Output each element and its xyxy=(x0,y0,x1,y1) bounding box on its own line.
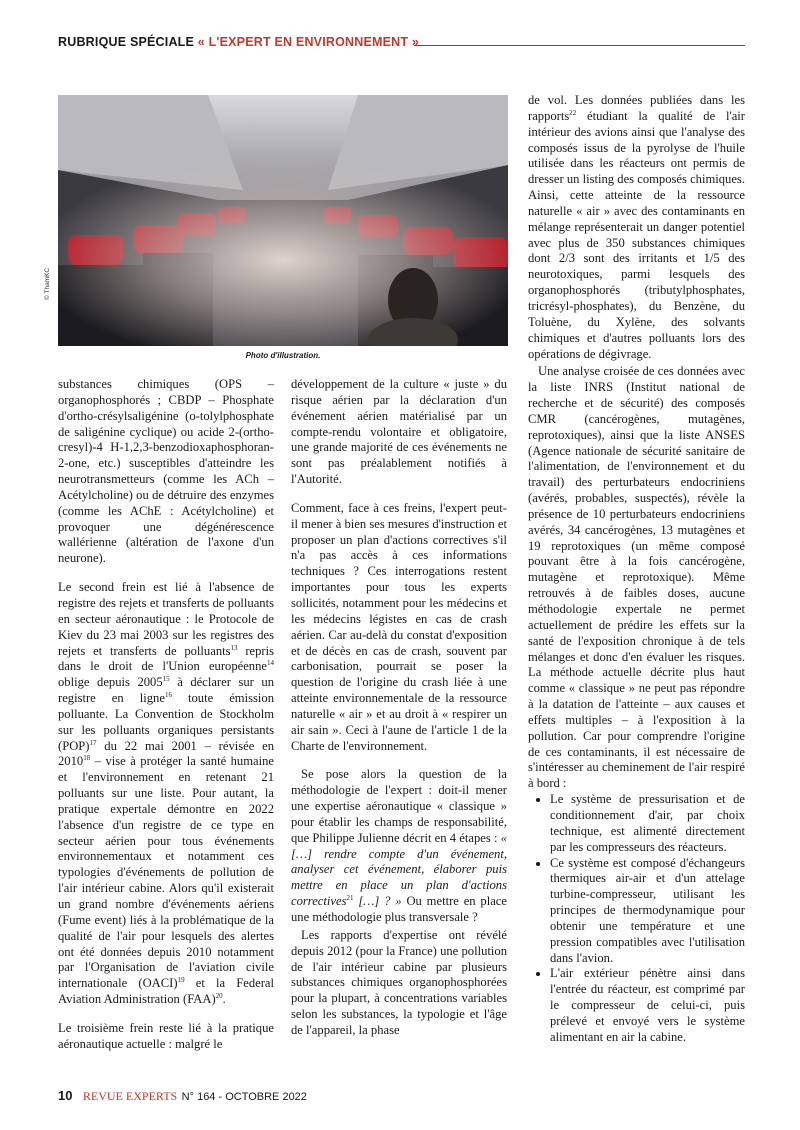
photo-caption: Photo d'illustration. xyxy=(245,351,321,360)
page-number: 10 xyxy=(58,1088,73,1103)
paragraph: Le troisième frein reste lié à la pratique aéronautique actuelle : malgré le xyxy=(58,1020,274,1051)
paragraph: Comment, face à ces freins, l'expert peut-il mener à bien ses mesures d'instruction et proposer un plan d'actions correctives s'il n'a pas accès à ces informations techniques ? Ces interrogations restent importantes pour tous les experts sollicités, notamment pour les médecins et les médecins légistes en cas de crash aérien. Car au-delà du constat d'exposition et de décès en cas de crash, souvent par carbonisation, pourrait se poser la question de l'origine du crash liée à une atteinte environnementale de la ressource naturelle « air » et au droit à « respirer un air sain ». Ceci à l'aune de l'article 1 de la Charte de l'environnement. xyxy=(291,500,507,753)
paragraph: Se pose alors la question de la méthodologie de l'expert : doit-il mener une expertise aéronautique « classique » pour établir les champs de responsabilité, que Philippe Julienne décrit en 4 étapes : « […] rendre compte d'un événement, analyser cet événement, élaborer puis mettre en place un plan d'actions correctives$^{21}$ […] ? » Ou mettre en place une méthodologie plus transversale ? xyxy=(291,767,507,924)
paragraph: Le second frein est lié à l'absence de registre des rejets et transferts de polluants en secteur aéronautique : le Protocole de Kiev du 23 mai 2003 sur les registres des rejets et transferts de polluants$^{13}$ repris dans le droit de l'Union européenne$^{14}$ oblige depuis 2005$^{15}$ à déclarer sur un registre en ligne$^{16}$ toute émission polluante. La Convention de Stockholm sur les polluants organiques persistants (POP)$^{17}$ du 22 mai 2001 – révisée en 2010$^{18}$ – vise à protéger la santé humaine et l'environnement en retenant 21 polluants sur une liste. Pour autant, la pratique expertale démontre en 2022 l'absence d'un registre de ce type en secteur aérien pour tous événements environnementaux et notamment ces typologies d'événements de pollution de l'air intérieur cabine. Alors qu'il existerait un grand nombre d'événements aériens (Fume event) liés à la problématique de la qualité de l'air pour lesquels des alertes ont été données depuis 2010 notamment par l'Organisation de l'aviation civile internationale (OACI)$^{19}$ et la Federal Aviation Administration (FAA)$^{20}$. xyxy=(58,580,274,1007)
paragraph: développement de la culture « juste » du risque aérien par la déclaration d'un événement aérien matérialisé par un compte-rendu volontaire et obligatoire, une grande majorité de ces événements ne sont pas préalablement notifiés à l'Autorité. xyxy=(291,377,507,487)
list-item: • Ce système est composé d'échangeurs thermiques air-air et d'un attelage turbine-compresseur, utilisant les principes de thermodynamique pour obtenir une température et une pression compatibles avec l'utilisation dans l'avion. xyxy=(550,856,745,967)
column-3 xyxy=(528,93,745,1046)
paragraph: Une analyse croisée de ces données avec la liste INRS (Institut national de recherche et de sécurité) des composés CMR (cancérogènes, mutagènes, reprotoxiques), ainsi que la liste ANSES (Agence nationale de sécurité sanitaire de l'alimentation, de l'environnement et du travail) des perturbateurs endocriniens (avérés, probables, suspectés), révèle la présence de 10 perturbateurs endocriniens avérés, 34 cancérogènes, 13 mutagènes et 19 reprotoxiques (un même composé pouvant être à la fois cancérogène, mutagène et reprotoxique). Même retrouvés à de faibles doses, aucune méthodologie expertale ne permet actuellement de prédire les effets sur la santé de l'exposition chronique à de tels mélanges et donc d'en évaluer les risques. La méthode actuelle décrite plus haut comme « classique » ne peut pas répondre à la datation de l'atteinte – aux causes et effets multiples – à l'exposition à la pollution. Car pour comprendre l'origine de ces contaminants, il est nécessaire de s'intéresser au cheminement de l'air respiré à bord : xyxy=(528,364,745,791)
list-item: • Le système de pressurisation et de conditionnement d'air, par choix technique, est alimenté directement par les compresseurs des réacteurs. xyxy=(550,792,745,855)
journal-name: REVUE EXPERTS xyxy=(82,1089,178,1103)
header-rule xyxy=(414,45,745,46)
header-title xyxy=(58,35,419,49)
photo-credit: © ThamKC xyxy=(44,267,51,300)
issue-info: N° 164 - OCTOBRE 2022 xyxy=(181,1091,307,1103)
paragraph: substances chimiques (OPS – organophosphorés ; CBDP – Phosphate d'ortho-crésylsaligénine (o-tolylphosphate de saligénine cyclique) ou acide 2-(ortho-cresyl)-4 H-1,2,3-benzodioxaphosphoran-2-one, etc.) susceptibles d'atteindre les neurotransmetteurs (comme les ACh – Acétylcholine) ou de détruire des enzymes (comme les AChE : Acétylcholine) et provoquer une dégénérescence wallérienne (altération de l'axone d'un neurone). xyxy=(58,377,274,566)
column-1 xyxy=(58,377,274,1066)
paragraph: Les rapports d'expertise ont révélé depuis 2012 (pour la France) une pollution de l'air intérieur cabine par plusieurs substances chimiques organophosphorées pour la plupart, à concentrations variables selon les substances, la typologie et l'âge de l'appareil, la phase xyxy=(291,927,507,1037)
column-2 xyxy=(291,377,507,1052)
paragraph: de vol. Les données publiées dans les rapports$^{22}$ étudiant la qualité de l'air intérieur des avions ainsi que l'analyse des composés issus de la pyrolyse de l'huile utilisée dans les réacteurs ont permis de dresser un listing des composés chimiques. Ainsi, cette atteinte de la ressource naturelle « air » avec des contaminants en mélange représenterait un danger potentiel avec plus de 350 substances chimiques dont 2/3 sont des irritants et 1/5 des neurotoxiques, parmi lesquels des organophosphorés (tributylphosphates, tricrésyl-phosphates), du Benzène, du Toluène, du Xylène, des solvants chimiques et d'autres polluants lors des opérations de dégivrage. xyxy=(528,93,745,361)
bullet-list xyxy=(528,792,745,1046)
list-item: • L'air extérieur pénètre ainsi dans l'entrée du réacteur, est comprimé par le compresseur de celui-ci, puis prélevé et envoyé vers le système alimentant en air la cabine. xyxy=(550,966,745,1045)
header-section: RUBRIQUE SPÉCIALE xyxy=(58,35,195,49)
header-rubric: « L'EXPERT EN ENVIRONNEMENT » xyxy=(197,35,420,49)
page-header xyxy=(58,35,745,55)
cabin-illustration xyxy=(58,95,508,346)
cabin-photo xyxy=(58,95,508,346)
page-footer xyxy=(58,1087,307,1105)
